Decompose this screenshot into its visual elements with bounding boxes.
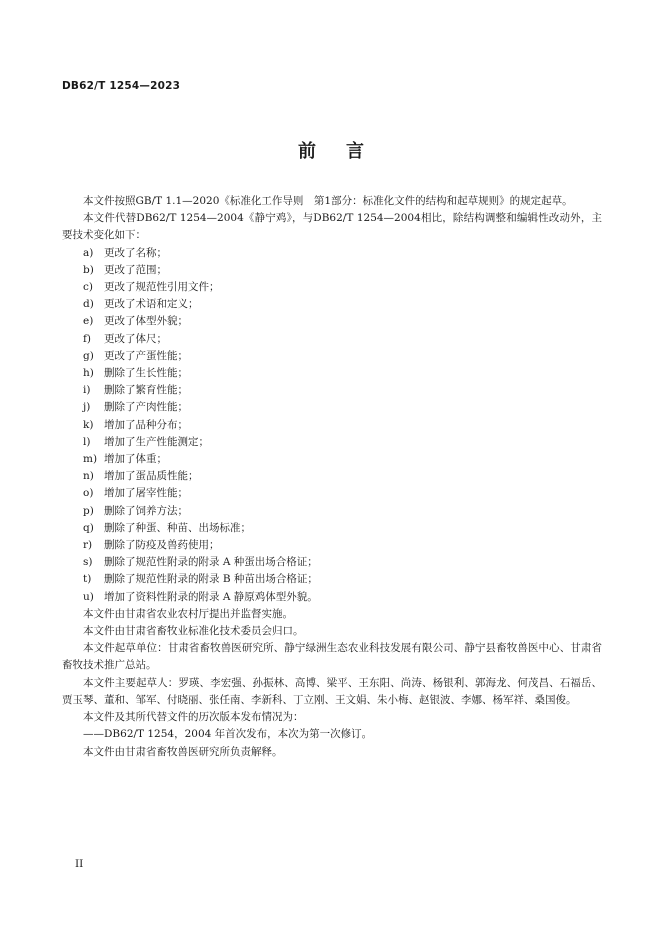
list-item-text: 更改了术语和定义； — [104, 298, 199, 311]
list-item-mark: h) — [83, 367, 94, 380]
list-item-text: 删除了防疫及兽药使用； — [104, 539, 220, 552]
technical-changes-list — [62, 245, 602, 606]
list-item-text: 更改了体尺； — [104, 332, 167, 345]
paragraph-version-history: 本文件及其所代替文件的历次版本发布情况为： — [83, 711, 304, 724]
list-item-mark: b) — [83, 263, 94, 276]
list-item — [62, 571, 602, 588]
title-char-2: 言 — [346, 141, 364, 162]
list-item — [62, 468, 602, 485]
list-item-text: 增加了体重； — [104, 453, 167, 466]
list-item — [62, 279, 602, 296]
list-item-mark: u) — [83, 590, 94, 603]
list-item-mark: p) — [83, 504, 94, 517]
list-item-mark: g) — [83, 349, 94, 362]
list-item — [62, 262, 602, 279]
list-item-mark: d) — [83, 298, 94, 311]
paragraph-drafters: 本文件主要起草人：罗瑛、李宏强、孙振林、高博、梁平、王东阳、尚涛、杨银利、郭海龙、何茂昌、石福岳、贾玉琴、董和、邹军、付晓丽、张任南、李新科、丁立刚、王文娟、朱小梅、赵银波、李娜、杨军祥、桑国俊。 — [62, 676, 602, 706]
document-body — [62, 193, 602, 761]
list-item — [62, 520, 602, 537]
title-char-1: 前 — [298, 141, 316, 162]
list-item — [62, 537, 602, 554]
list-item-mark: m) — [83, 453, 98, 466]
list-item-text: 更改了名称； — [104, 246, 167, 259]
list-item-text: 删除了规范性附录的附录 A 种蛋出场合格证； — [104, 556, 318, 569]
list-item — [62, 348, 602, 365]
list-item-mark: r) — [83, 539, 93, 552]
list-item-mark: o) — [83, 487, 94, 500]
list-item-mark: q) — [83, 521, 94, 534]
list-item-mark: l) — [83, 435, 91, 448]
list-item — [62, 451, 602, 468]
paragraph-replacement: 本文件代替DB62/T 1254—2004《静宁鸡》，与DB62/T 1254—2004相比，除结构调整和编辑性改动外，主要技术变化如下： — [62, 212, 602, 242]
list-item-mark: s) — [83, 556, 93, 569]
paragraph-drafting-units: 本文件起草单位：甘肃省畜牧兽医研究所、静宁绿洲生态农业科技发展有限公司、静宁县畜牧兽医中心、甘肃省畜牧技术推广总站。 — [62, 642, 602, 672]
list-item — [62, 417, 602, 434]
list-item-mark: a) — [83, 246, 94, 259]
list-item — [62, 296, 602, 313]
list-item-mark: c) — [83, 281, 93, 294]
list-item-mark: j) — [83, 401, 91, 414]
list-item-text: 增加了屠宰性能； — [104, 487, 188, 500]
list-item-text: 删除了种蛋、种苗、出场标准； — [104, 521, 251, 534]
list-item — [62, 245, 602, 262]
list-item-text: 删除了规范性附录的附录 B 种苗出场合格证； — [104, 573, 318, 586]
page-title — [0, 137, 662, 163]
list-item-text: 删除了生长性能； — [104, 367, 188, 380]
list-item-mark: t) — [83, 573, 92, 586]
list-item-text: 删除了产肉性能； — [104, 401, 188, 414]
list-item-text: 更改了规范性引用文件； — [104, 281, 220, 294]
paragraph-drafting-rules: 本文件按照GB/T 1.1—2020《标准化工作导则 第1部分：标准化文件的结构和起草规则》的规定起草。 — [83, 195, 573, 207]
list-item — [62, 365, 602, 382]
list-item — [62, 313, 602, 330]
list-item-text: 增加了品种分布； — [104, 418, 188, 431]
list-item-mark: e) — [83, 315, 94, 328]
list-item-mark: i) — [83, 384, 91, 397]
list-item — [62, 485, 602, 502]
list-item-text: 删除了饲养方法； — [104, 504, 188, 517]
list-item-text: 增加了资料性附录的附录 A 静原鸡体型外貌。 — [104, 590, 318, 603]
list-item — [62, 554, 602, 571]
list-item — [62, 589, 602, 606]
revision-entry: ——DB62/T 1254，2004 年首次发布，本次为第一次修订。 — [83, 728, 373, 741]
paragraph-interpretation: 本文件由甘肃省畜牧兽医研究所负责解释。 — [83, 745, 283, 758]
list-item-text: 删除了繁育性能； — [104, 384, 188, 397]
list-item — [62, 399, 602, 416]
list-item-text: 增加了生产性能测定； — [104, 435, 209, 448]
document-code-header: DB62/T 1254—2023 — [62, 80, 181, 92]
list-item — [62, 503, 602, 520]
list-item — [62, 331, 602, 348]
list-item-text: 增加了蛋品质性能； — [104, 470, 199, 483]
list-item-mark: f) — [83, 332, 91, 345]
list-item-text: 更改了产蛋性能； — [104, 349, 188, 362]
list-item-text: 更改了范围； — [104, 263, 167, 276]
list-item — [62, 382, 602, 399]
list-item-text: 更改了体型外貌； — [104, 315, 188, 328]
list-item-mark: k) — [83, 418, 94, 431]
list-item-mark: n) — [83, 470, 94, 483]
paragraph-proposer: 本文件由甘肃省农业农村厅提出并监督实施。 — [83, 607, 293, 620]
list-item — [62, 434, 602, 451]
page-number: II — [75, 858, 84, 870]
paragraph-committee: 本文件由甘肃省畜牧业标准化技术委员会归口。 — [83, 625, 304, 638]
